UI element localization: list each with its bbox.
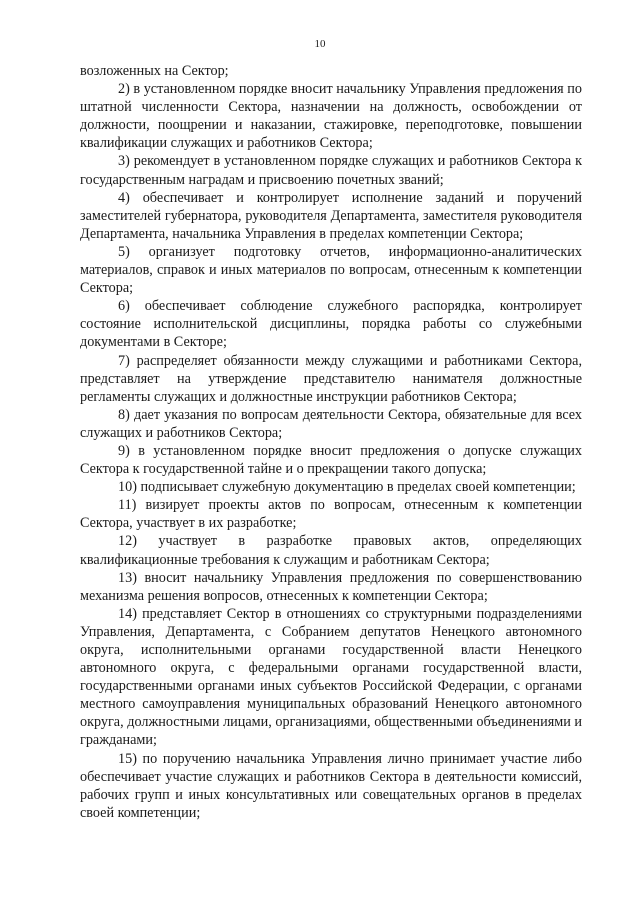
paragraph-continuation: возложенных на Сектор; (80, 63, 229, 79)
paragraph-item-10: 10) подписывает служебную документацию в пределах своей компетенции; (118, 479, 576, 496)
paragraph-item-4: 4) обеспечивает и контролирует исполнение заданий и поручений заместителей губернатора, руководителя Департамента, заместителя руководителя Департамента, начальника Управления в пределах компетенции Сектора; (80, 189, 582, 242)
paragraph-item-3: 3) рекомендует в установленном порядке служащих и работников Сектора к государственным наградам и присвоению почетных званий; (80, 153, 582, 188)
paragraph-item-14: 14) представляет Сектор в отношениях со структурными подразделениями Управления, Департамента, с Собранием депутатов Ненецкого автономного округа, исполнительными органами государственной власти Ненецкого автономного округа, с федеральными органами государственной власти, государственными органами иных субъектов Российской Федерации, с органами местного самоуправления муниципальных образований Ненецкого автономного округа, должностными лицами, организациями, общественными объединениями и гражданами; (80, 605, 582, 749)
page-number: 10 (314, 38, 326, 50)
paragraph-item-2: 2) в установленном порядке вносит начальнику Управления предложения по штатной численности Сектора, назначении на должность, освобождении от должности, поощрении и наказании, стажировке, переподготовке, повышении квалификации служащих и работников Сектора; (80, 81, 582, 152)
paragraph-item-9: 9) в установленном порядке вносит предложения о допуске служащих Сектора к государственной тайне и о прекращении такого допуска; (80, 442, 582, 478)
paragraph-item-15: 15) по поручению начальника Управления лично принимает участие либо обеспечивает участие служащих и работников Сектора в деятельности комиссий, рабочих групп и иных консультативных или совещательных органов в пределах своей компетенции; (80, 750, 582, 821)
paragraph-item-11: 11) визирует проекты актов по вопросам, отнесенным к компетенции Сектора, участвует в их разработке; (80, 497, 582, 532)
paragraph-item-13: 13) вносит начальнику Управления предложения по совершенствованию механизма решения вопросов, отнесенных к компетенции Сектора; (80, 569, 582, 604)
paragraph-item-12: 12) участвует в разработке правовых актов, определяющих квалификационные требования к служащим и работникам Сектора; (80, 533, 582, 568)
paragraph-item-7: 7) распределяет обязанности между служащими и работниками Сектора, представляет на утверждение представителю нанимателя должностные регламенты служащих и должностные инструкции работников Сектора; (80, 352, 582, 405)
paragraph-item-6: 6) обеспечивает соблюдение служебного распорядка, контролирует состояние исполнительской дисциплины, порядка работы со служебными документами в Секторе; (80, 298, 582, 351)
paragraph-item-8: 8) дает указания по вопросам деятельности Сектора, обязательные для всех служащих и работников Сектора; (80, 406, 582, 441)
document-body (80, 62, 582, 822)
paragraph-item-5: 5) организует подготовку отчетов, информационно-аналитических материалов, справок и иных материалов по вопросам, отнесенным к компетенции Сектора; (80, 243, 582, 297)
